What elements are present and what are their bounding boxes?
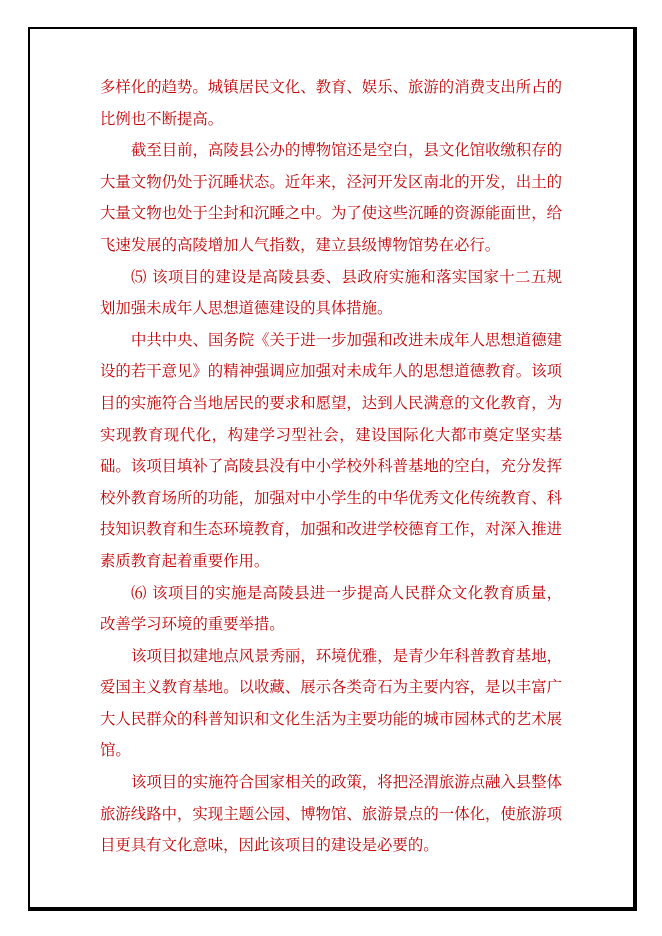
paragraph-6: 该项目拟建地点风景秀丽，环境优雅，是青少年科普教育基地，爱国主义教育基地。以收藏、展示各类奇石为主要内容，是以丰富广大人民群众的科普知识和文化生活为主要功能的城市园林式的艺术展馆。: [100, 646, 562, 760]
document-body: [100, 72, 562, 862]
paragraph-2: 截至目前，高陵县公办的博物馆还是空白，县文化馆收缴积存的大量文物仍处于沉睡状态。近年来，泾河开发区南北的开发，出土的大量文物也处于尘封和沉睡之中。为了使这些沉睡的资源能面世，给飞速发展的高陵增加人气指数，建立县级博物馆势在必行。: [100, 141, 562, 254]
paragraph-4: 中共中央、国务院《关于进一步加强和改进未成年人思想道德建设的若干意见》的精神强调应加强对未成年人的思想道德教育。该项目的实施符合当地居民的要求和愿望，达到人民满意的文化教育，为实现教育现代化，构建学习型社会，建设国际化大都市奠定坚实基础。该项目填补了高陵县没有中小学校外科普基地的空白，充分发挥校外教育场所的功能，加强对中小学生的中华优秀文化传统教育、科技知识教育和生态环境教育，加强和改进学校德育工作，对深入推进素质教育起着重要作用。: [100, 330, 562, 570]
paragraph-7: 该项目的实施符合国家相关的政策，将把泾渭旅游点融入县整体旅游线路中，实现主题公园、博物馆、旅游景点的一体化，使旅游项目更具有文化意味，因此该项目的建设是必要的。: [100, 773, 562, 855]
paragraph-5: ⑹ 该项目的实施是高陵县进一步提高人民群众文化教育质量，改善学习环境的重要举措。: [100, 583, 562, 634]
paragraph-3: ⑸ 该项目的建设是高陵县委、县政府实施和落实国家十二五规划加强未成年人思想道德建设的具体措施。: [100, 267, 562, 318]
paragraph-1: 多样化的趋势。城镇居民文化、教育、娱乐、旅游的消费支出所占的比例也不断提高。: [100, 78, 562, 128]
